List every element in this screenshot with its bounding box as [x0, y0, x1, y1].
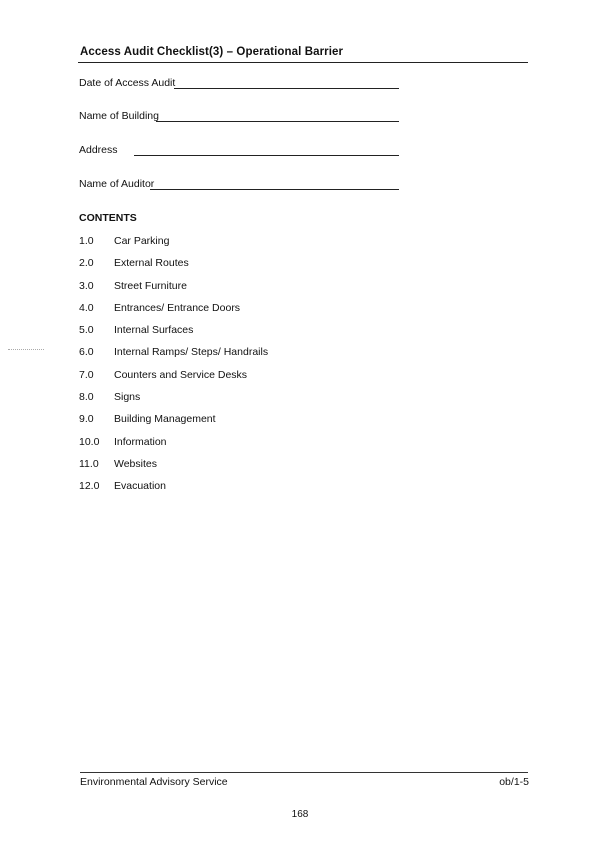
document-title: Access Audit Checklist(3) – Operational Barrier: [80, 46, 344, 58]
item-number: 2.0: [79, 257, 94, 270]
auditor-name-line: [150, 189, 399, 190]
item-title: Car Parking: [114, 235, 170, 247]
page-number: 168: [291, 809, 309, 820]
item-title: Building Management: [114, 413, 216, 426]
item-title: Information: [114, 435, 167, 448]
date-of-audit-label: Date of Access Audit: [79, 77, 176, 89]
item-title: Internal Ramps/ Steps/ Handrails: [114, 346, 269, 359]
contents-heading: CONTENTS: [79, 212, 137, 224]
item-number: 11.0: [79, 457, 99, 470]
item-number: 1.0: [79, 235, 94, 247]
date-of-audit-line: [174, 88, 399, 89]
item-number: 10.0: [79, 435, 100, 448]
item-number: 8.0: [79, 391, 94, 404]
item-title: Counters and Service Desks: [114, 368, 248, 381]
auditor-name-label: Name of Auditor: [79, 178, 155, 190]
item-number: 5.0: [79, 324, 94, 337]
item-title: Evacuation: [114, 480, 166, 493]
item-number: 7.0: [79, 368, 94, 381]
footer-reference: ob/1-5: [499, 776, 529, 788]
item-number: 3.0: [79, 279, 94, 292]
item-title: Entrances/ Entrance Doors: [114, 301, 241, 314]
building-name-line: [156, 121, 399, 122]
footer-organization: Environmental Advisory Service: [80, 776, 228, 788]
building-name-label: Name of Building: [79, 110, 159, 122]
item-number: 12.0: [79, 480, 100, 493]
item-title: Websites: [114, 457, 157, 470]
item-number: 6.0: [79, 346, 94, 359]
footer-rule: [80, 772, 528, 773]
item-number: 9.0: [79, 413, 94, 426]
item-number: 4.0: [79, 301, 94, 314]
item-title: Internal Surfaces: [114, 324, 194, 337]
address-label: Address: [79, 144, 118, 156]
scan-artifact: [8, 349, 44, 350]
item-title: Street Furniture: [114, 279, 187, 292]
item-title: External Routes: [114, 257, 189, 270]
item-title: Signs: [114, 391, 141, 404]
address-line: [134, 155, 399, 156]
title-underline: [78, 62, 528, 63]
